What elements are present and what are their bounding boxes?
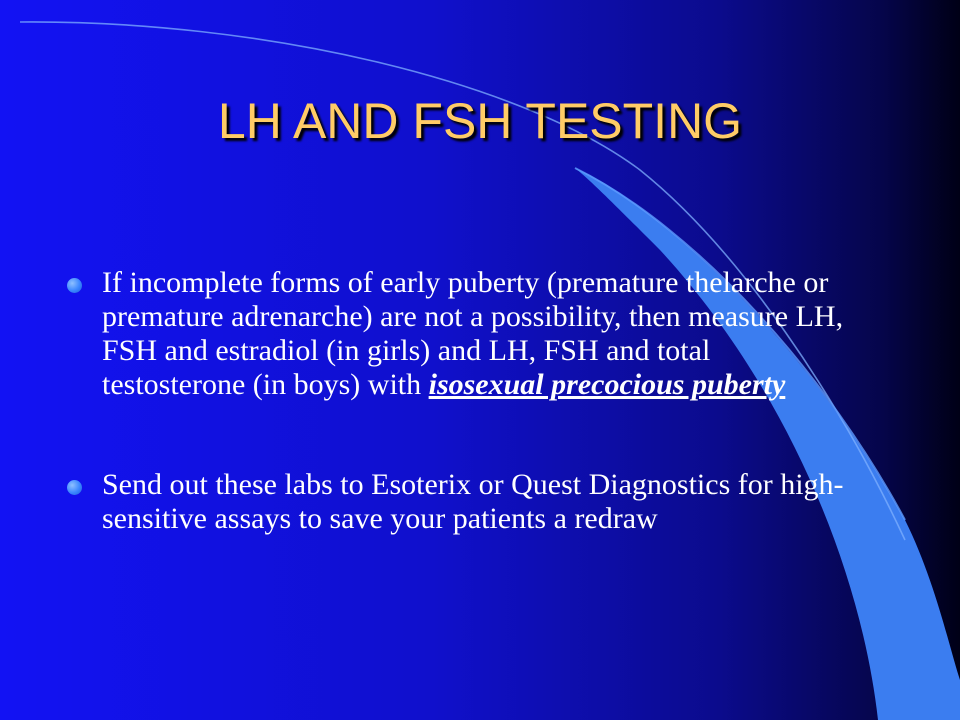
bullet-item [64, 468, 854, 536]
bullet-list [64, 266, 854, 602]
bullet-item [64, 266, 854, 402]
bullet-emphasis: isosexual precocious puberty [428, 368, 786, 401]
bullet-text: Send out these labs to Esoterix or Quest Diagnostics for high-sensitive assays to save your patients a redraw [102, 468, 844, 535]
bullet-icon [67, 278, 82, 293]
slide-title: LH AND FSH TESTING [217, 93, 743, 149]
bullet-icon [67, 480, 82, 495]
bullet-text: If incomplete forms of early puberty (premature thelarche or premature adrenarche) are not a possibility, then measure LH, FSH and estradiol (in girls) and LH, FSH and total testosterone (in boys) with [102, 266, 844, 401]
